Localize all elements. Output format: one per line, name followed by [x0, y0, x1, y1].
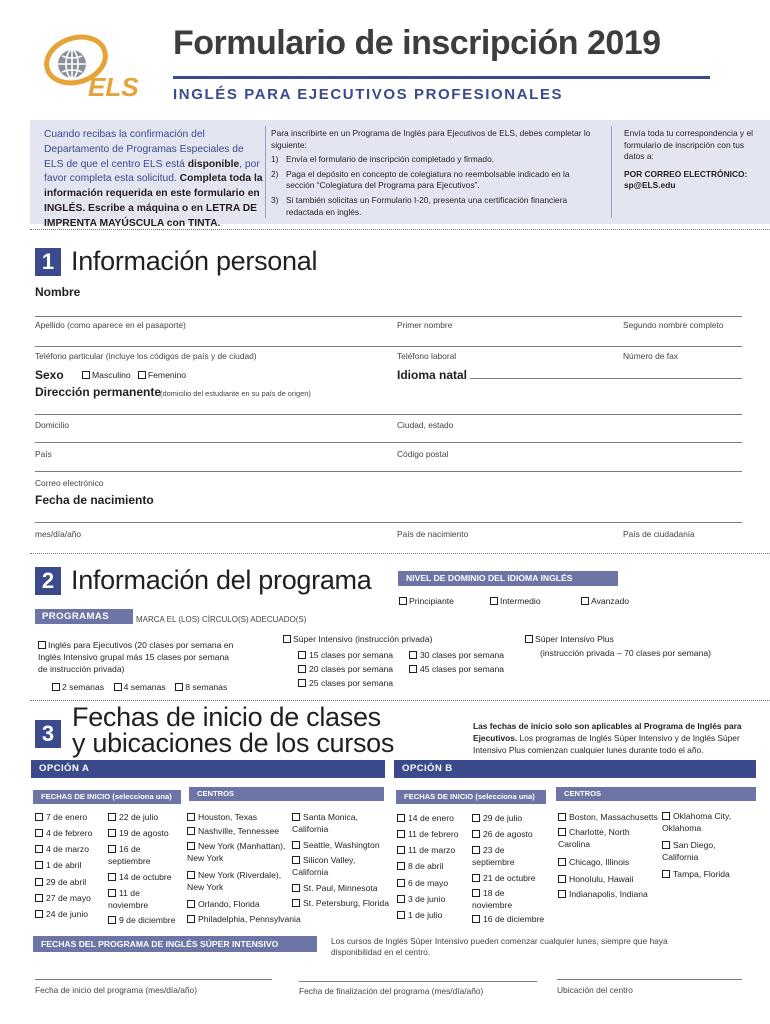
start-date-option[interactable]: 21 de octubre [472, 873, 536, 885]
checkbox[interactable] [409, 665, 417, 673]
nivel-avanzado[interactable]: Avanzado [581, 596, 629, 606]
center-option[interactable]: St. Petersburg, Florida [292, 898, 389, 910]
program-super-plus: Súper Intensivo Plus [525, 634, 614, 644]
checkbox[interactable] [397, 862, 405, 870]
center-option[interactable]: New York (Riverdale), New York [187, 870, 282, 892]
program-ejecutivos: Inglés para Ejecutivos (20 clases por semana en Inglés Intensivo grupal más 15 clases por semana de instrucción privada) [38, 640, 234, 674]
section-number: 1 [35, 248, 61, 276]
checkbox[interactable] [581, 597, 589, 605]
super-plus-desc: (instrucción privada – 70 clases por semana) [540, 648, 712, 658]
field-label: Ubicación del centro [557, 985, 633, 995]
start-date-option[interactable]: 11 de marzo [397, 845, 455, 857]
checkbox[interactable] [472, 915, 480, 923]
start-date-option[interactable]: 8 de abril [397, 861, 443, 873]
checkbox[interactable] [662, 841, 670, 849]
idioma-label: Idioma natal [397, 368, 468, 382]
checkbox[interactable] [35, 878, 43, 886]
8-weeks-checkbox[interactable] [175, 683, 183, 691]
checkbox[interactable] [558, 858, 566, 866]
start-date-option[interactable]: 27 de mayo [35, 893, 91, 905]
start-date-option[interactable]: 14 de octubre [108, 872, 172, 884]
checkbox[interactable] [187, 842, 195, 850]
field-label: País de ciudadanía [623, 529, 695, 539]
super-checkbox[interactable] [283, 635, 291, 643]
field-label: Correo electrónico [35, 478, 104, 488]
checkbox[interactable] [558, 828, 566, 836]
field-label: Ciudad, estado [397, 420, 454, 430]
checkbox[interactable] [558, 890, 566, 898]
fecha-fin-line[interactable] [299, 981, 537, 982]
center-option[interactable]: Nashville, Tennessee [187, 826, 279, 838]
dotted-divider [30, 700, 770, 701]
start-date-option[interactable]: 14 de enero [397, 813, 454, 825]
title-rule [173, 76, 710, 79]
checkbox[interactable] [558, 813, 566, 821]
center-option[interactable]: New York (Manhattan), New York [187, 841, 286, 863]
page-subtitle: INGLÉS PARA EJECUTIVOS PROFESIONALES [173, 86, 564, 103]
center-option[interactable]: San Diego, California [662, 840, 716, 862]
fecha-nacimiento-label: Fecha de nacimiento [35, 493, 154, 507]
start-date-option[interactable]: 18 de noviembre [472, 888, 513, 910]
checkbox[interactable] [108, 873, 116, 881]
center-option[interactable]: Tampa, Florida [662, 869, 730, 881]
2-weeks-checkbox[interactable] [52, 683, 60, 691]
contact-email: sp@ELS.edu [624, 180, 676, 191]
address-field-line[interactable] [35, 414, 742, 415]
divider [611, 126, 612, 218]
checkbox[interactable] [397, 895, 405, 903]
svg-text:ELS: ELS [88, 72, 139, 102]
intro-instructions: Cuando recibas la confirmación del Departamento de Programas Especiales de ELS de que el centro ELS está disponible, por favor completa esta solicitud. Completa toda la información requerida en este formulario en INGLÉS. Escribe a máquina o en LETRA DE IMPRENTA MAYÚSCULA con TINTA. [44, 129, 263, 229]
field-label: Código postal [397, 449, 449, 459]
checkbox[interactable] [187, 915, 195, 923]
field-label: Domicilio [35, 420, 69, 430]
checkbox[interactable] [108, 829, 116, 837]
field-label: Apellido (como aparece en el pasaporte) [35, 320, 186, 330]
start-date-option[interactable]: 16 de septiembre [108, 844, 151, 866]
checkbox[interactable] [35, 894, 43, 902]
checkbox[interactable] [292, 813, 300, 821]
super-option[interactable]: 45 clases por semana [409, 664, 504, 676]
start-date-option[interactable]: 1 de julio [397, 910, 442, 922]
checkbox[interactable] [472, 874, 480, 882]
checkbox[interactable] [35, 910, 43, 918]
center-option[interactable]: Orlando, Florida [187, 899, 260, 911]
checkbox[interactable] [490, 597, 498, 605]
start-date-option[interactable]: 29 de abril [35, 877, 86, 889]
step-item: 2) Paga el depósito en concepto de colegiatura no reembolsable indicado en la sección “Colegiatura del Programa para Ejecutivos”. [271, 168, 570, 191]
checkbox[interactable] [187, 813, 195, 821]
field-label: Segundo nombre completo [623, 320, 724, 330]
start-date-option[interactable]: 1 de abril [35, 860, 81, 872]
checkbox[interactable] [397, 879, 405, 887]
center-option[interactable]: Houston, Texas [187, 812, 257, 824]
start-date-option[interactable]: 26 de agosto [472, 829, 533, 841]
nivel-principiante[interactable]: Principiante [399, 596, 454, 606]
ejecutivos-weeks: 2 semanas 4 semanas 8 semanas [52, 682, 227, 692]
sexo-label: Sexo [35, 368, 64, 382]
ejecutivos-checkbox[interactable] [38, 641, 46, 649]
center-option[interactable]: Honolulu, Hawaii [558, 874, 634, 886]
section3-note: Las fechas de inicio solo son aplicables al Programa de Inglés para Ejecutivos. Los programas de Inglés Súper Intensivo y de Inglés Súper Intensivo Plus comienzan cualquier lunes durante todo el año. [473, 721, 742, 755]
checkbox[interactable] [409, 651, 417, 659]
checkbox[interactable] [108, 845, 116, 853]
start-date-option[interactable]: 11 de noviembre [108, 888, 149, 910]
centros-label: CENTROS [189, 787, 384, 801]
checkbox[interactable] [558, 875, 566, 883]
field-label: Fecha de inicio del programa (mes/día/año) [35, 985, 197, 995]
super-option[interactable]: 20 clases por semana [298, 664, 393, 676]
section-title: Información del programa [71, 565, 372, 595]
nivel-bar: NIVEL DE DOMINIO DEL IDIOMA INGLÉS [398, 571, 618, 586]
opcion-b-bar: OPCIÓN B [394, 760, 756, 778]
checkbox[interactable] [662, 870, 670, 878]
center-option[interactable]: Oklahoma City, Oklahoma [662, 811, 732, 833]
checkbox[interactable] [292, 856, 300, 864]
sexo-options: Masculino Femenino [82, 370, 186, 380]
checkbox[interactable] [397, 814, 405, 822]
center-option[interactable]: Indianapolis, Indiana [558, 889, 648, 901]
checkbox[interactable] [298, 665, 306, 673]
field-label: Fecha de finalización del programa (mes/día/año) [299, 986, 484, 996]
start-date-option[interactable]: 4 de febrero [35, 828, 92, 840]
section-number: 3 [35, 720, 61, 748]
checkbox[interactable] [292, 841, 300, 849]
start-date-option[interactable]: 19 de agosto [108, 828, 169, 840]
checkbox[interactable] [35, 829, 43, 837]
checkbox[interactable] [292, 899, 300, 907]
center-option[interactable]: St. Paul, Minnesota [292, 883, 378, 895]
section-title: Información personal [71, 246, 318, 276]
page-title: Formulario de inscripción 2019 [173, 24, 661, 62]
checkbox[interactable] [298, 651, 306, 659]
els-logo [36, 26, 146, 106]
checkbox[interactable] [397, 846, 405, 854]
4-weeks-checkbox[interactable] [114, 683, 122, 691]
start-date-option[interactable]: 23 de septiembre [472, 845, 515, 867]
phone-field-line[interactable] [35, 346, 742, 347]
femenino-checkbox[interactable] [138, 371, 146, 379]
birth-field-line[interactable] [35, 522, 742, 523]
checkbox[interactable] [35, 813, 43, 821]
super-option[interactable]: 15 clases por semana [298, 650, 393, 662]
super-option[interactable]: 30 clases por semana [409, 650, 504, 662]
centros-label: CENTROS [556, 787, 756, 801]
field-label: Número de fax [623, 351, 678, 361]
checkbox[interactable] [108, 813, 116, 821]
field-label: Teléfono laboral [397, 351, 457, 361]
opcion-a-bar: OPCIÓN A [31, 760, 385, 778]
center-option[interactable]: Chicago, Illinois [558, 857, 629, 869]
center-option[interactable]: Santa Monica, California [292, 812, 358, 834]
checkbox[interactable] [292, 884, 300, 892]
direccion-label: Dirección permanente [35, 385, 162, 399]
start-date-option[interactable]: 7 de enero [35, 812, 87, 824]
super-option[interactable]: 25 clases por semana [298, 678, 393, 690]
start-date-option[interactable]: 11 de febrero [397, 829, 458, 841]
fechas-inicio-label: FECHAS DE INICIO (selecciona una) [396, 790, 546, 804]
email-field-line[interactable] [35, 471, 742, 472]
step-item: 3) Si también solicitas un Formulario I-20, presenta una certificación financiera redactada en inglés. [271, 194, 568, 217]
start-date-option[interactable]: 29 de julio [472, 813, 522, 825]
checkbox[interactable] [187, 900, 195, 908]
checkbox[interactable] [108, 889, 116, 897]
checkbox[interactable] [298, 679, 306, 687]
divider [265, 126, 266, 218]
start-date-option[interactable]: 6 de mayo [397, 878, 448, 890]
checkbox[interactable] [187, 871, 195, 879]
start-date-option[interactable]: 24 de junio [35, 909, 88, 921]
ubicacion-line[interactable] [557, 979, 742, 980]
section-number: 2 [35, 567, 61, 595]
field-label: País de nacimiento [397, 529, 469, 539]
program-super-intensivo: Súper Intensivo (instrucción privada) [283, 634, 432, 644]
start-date-option[interactable]: 4 de marzo [35, 844, 89, 856]
center-option[interactable]: Seattle, Washington [292, 840, 380, 852]
country-field-line[interactable] [35, 442, 742, 443]
checkbox[interactable] [472, 814, 480, 822]
section-title: Fechas de inicio de clases y ubicaciones de los cursos [72, 702, 395, 758]
checkbox[interactable] [399, 597, 407, 605]
checkbox[interactable] [187, 827, 195, 835]
field-label: Primer nombre [397, 320, 453, 330]
intro-contact: Envía toda tu correspondencia y el formulario de inscripción con tus datos a: POR CORREO ELECTRÓNICO: sp@ELS.edu [624, 128, 759, 192]
super-intensivo-note: Los cursos de Inglés Súper Intensivo pueden comenzar cualquier lunes, siempre que haya disponibilidad en el centro. [331, 936, 668, 957]
start-date-option[interactable]: 9 de diciembre [108, 915, 175, 927]
field-label: Teléfono particular (incluye los códigos de país y de ciudad) [35, 351, 257, 361]
checkbox[interactable] [35, 845, 43, 853]
checkbox[interactable] [108, 916, 116, 924]
field-label: mes/día/año [35, 529, 82, 539]
programas-instruction: MARCA EL (LOS) CÍRCULO(S) ADECUADO(S) [136, 615, 307, 624]
checkbox[interactable] [472, 846, 480, 854]
idioma-field-line[interactable] [470, 378, 742, 379]
checkbox[interactable] [472, 889, 480, 897]
center-option[interactable]: Philadelphia, Pennsylvania [187, 914, 301, 926]
nivel-intermedio[interactable]: Intermedio [490, 596, 541, 606]
field-label: País [35, 449, 52, 459]
name-field-line[interactable] [35, 316, 742, 317]
fechas-inicio-label: FECHAS DE INICIO (selecciona una) [33, 790, 181, 804]
super-plus-checkbox[interactable] [525, 635, 533, 643]
center-option[interactable]: Silicon Valley, California [292, 855, 356, 877]
intro-steps: Para inscribirte en un Programa de Inglés para Ejecutivos de ELS, debes completar lo siguiente: 1) Envía el formulario de inscripción completado y firmado. 2) Paga el depósito en concepto de colegiatura no reembolsable indicado en la sección “Colegiatura del Programa para Ejecutivos”. 3) Si también solicitas un Formulario I-20, presenta una certificación financiera redactada en inglés. [271, 128, 596, 218]
nombre-label: Nombre [35, 285, 81, 299]
start-date-option[interactable]: 3 de junio [397, 894, 445, 906]
programas-tag: PROGRAMAS [35, 609, 133, 624]
checkbox[interactable] [397, 830, 405, 838]
dotted-divider [30, 553, 770, 554]
direccion-note: (domicilio del estudiante en su país de origen) [160, 389, 311, 398]
checkbox[interactable] [662, 812, 670, 820]
masculino-checkbox[interactable] [82, 371, 90, 379]
dotted-divider [30, 229, 770, 230]
super-intensivo-bar: FECHAS DEL PROGRAMA DE INGLÉS SÚPER INTENSIVO [33, 936, 317, 952]
checkbox[interactable] [472, 830, 480, 838]
start-date-option[interactable]: 22 de julio [108, 812, 158, 824]
step-item: 1) Envía el formulario de inscripción completado y firmado. [271, 154, 495, 165]
center-option[interactable]: Boston, Massachusetts [558, 812, 658, 824]
checkbox[interactable] [397, 911, 405, 919]
fecha-inicio-line[interactable] [35, 979, 272, 980]
start-date-option[interactable]: 16 de diciembre [472, 914, 544, 926]
checkbox[interactable] [35, 861, 43, 869]
center-option[interactable]: Charlotte, North Carolina [558, 827, 630, 849]
